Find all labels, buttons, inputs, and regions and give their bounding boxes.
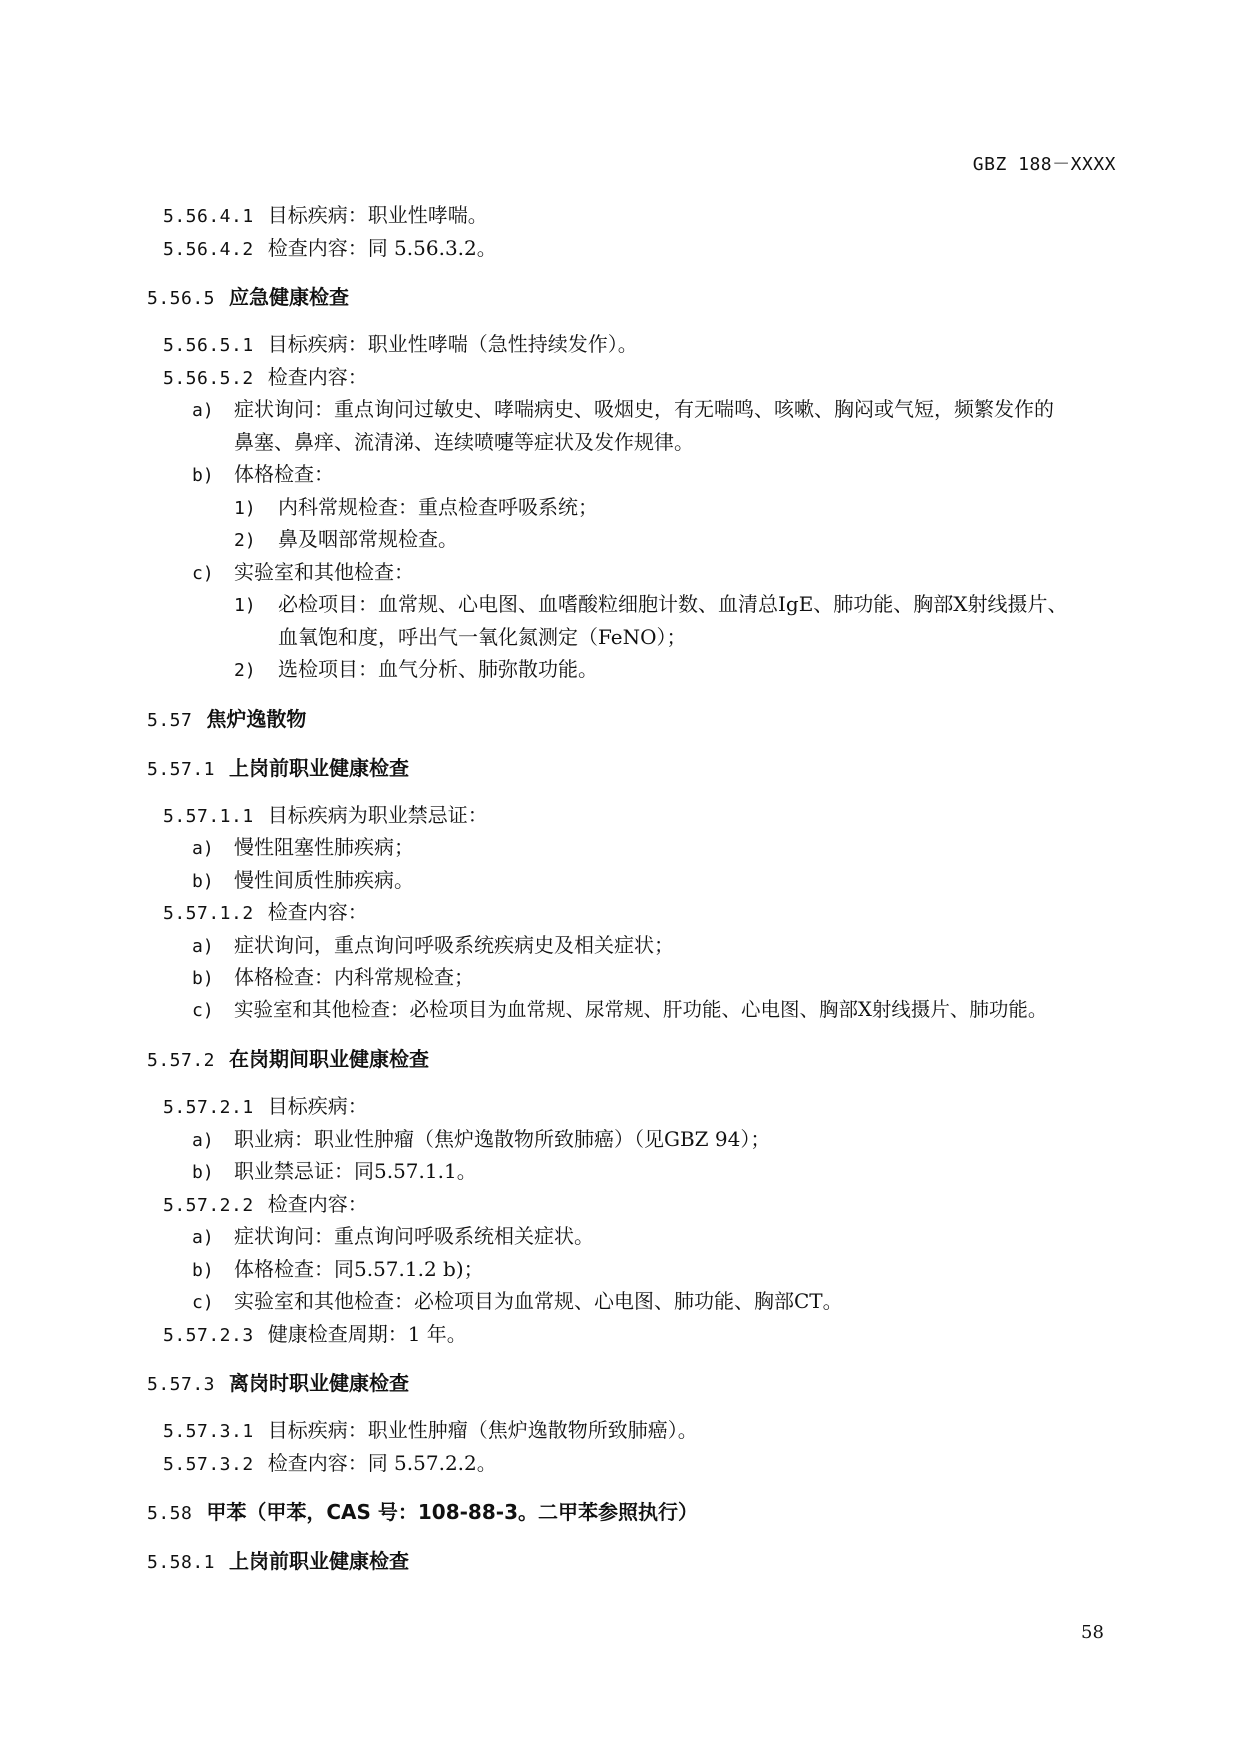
list-item: a) 症状询问，重点询问呼吸系统疾病史及相关症状； <box>192 933 674 957</box>
list-item: b) 职业禁忌证：同5.57.1.1。 <box>192 1159 477 1183</box>
heading-5-57: 5.57 焦炉逸散物 <box>147 707 307 731</box>
clause-5-57-2-1: 5.57.2.1 目标疾病： <box>163 1094 368 1118</box>
list-item: b) 体格检查：内科常规检查； <box>192 965 474 989</box>
list-item: a) 职业病：职业性肿瘤（焦炉逸散物所致肺癌）（见GBZ 94）； <box>192 1127 771 1151</box>
clause-5-57-3-2: 5.57.3.2 检查内容：同 5.57.2.2。 <box>163 1451 497 1475</box>
clause-5-57-1-2: 5.57.1.2 检查内容： <box>163 900 368 924</box>
list-item: c) 实验室和其他检查：必检项目为血常规、心电图、肺功能、胸部CT。 <box>192 1289 843 1313</box>
sub-list-item: 1) 必检项目：血常规、心电图、血嗜酸粒细胞计数、血清总IgE、肺功能、胸部X射线摄片、 <box>234 592 1068 616</box>
list-item: c) 实验室和其他检查：必检项目为血常规、尿常规、肝功能、心电图、胸部X射线摄片、肺功能。 <box>192 998 1048 1021</box>
list-item-continuation: 鼻塞、鼻痒、流清涕、连续喷嚏等症状及发作规律。 <box>234 430 694 454</box>
clause-5-56-4-1: 5.56.4.1 目标疾病：职业性哮喘。 <box>163 203 488 227</box>
clause-5-57-2-2: 5.57.2.2 检查内容： <box>163 1192 368 1216</box>
list-item: a) 症状询问：重点询问呼吸系统相关症状。 <box>192 1224 594 1248</box>
heading-5-57-2: 5.57.2 在岗期间职业健康检查 <box>147 1047 430 1071</box>
document-code: GBZ 188－XXXX <box>972 154 1116 175</box>
sub-list-item-continuation: 血氧饱和度，呼出气一氧化氮测定（FeNO）； <box>278 625 687 649</box>
clause-5-56-5-2: 5.56.5.2 检查内容： <box>163 365 368 389</box>
clause-5-57-2-3: 5.57.2.3 健康检查周期：1 年。 <box>163 1322 467 1346</box>
sub-list-item: 1) 内科常规检查：重点检查呼吸系统； <box>234 495 598 519</box>
heading-5-57-3: 5.57.3 离岗时职业健康检查 <box>147 1371 410 1395</box>
page-number: 58 <box>1081 1622 1104 1643</box>
list-item: b) 体格检查：同5.57.1.2 b)； <box>192 1257 484 1281</box>
heading-5-56-5: 5.56.5 应急健康检查 <box>147 285 350 309</box>
list-item: a) 慢性阻塞性肺疾病； <box>192 835 414 859</box>
clause-5-57-1-1: 5.57.1.1 目标疾病为职业禁忌证： <box>163 803 488 827</box>
clause-5-56-5-1: 5.56.5.1 目标疾病：职业性哮喘（急性持续发作）。 <box>163 332 638 356</box>
list-item: b) 慢性间质性肺疾病。 <box>192 868 414 892</box>
heading-5-58: 5.58 甲苯（甲苯，CAS 号：108-88-3。二甲苯参照执行） <box>147 1500 698 1524</box>
heading-5-58-1: 5.58.1 上岗前职业健康检查 <box>147 1549 410 1573</box>
clause-5-56-4-2: 5.56.4.2 检查内容：同 5.56.3.2。 <box>163 236 497 260</box>
heading-5-57-1: 5.57.1 上岗前职业健康检查 <box>147 756 410 780</box>
list-item: c) 实验室和其他检查： <box>192 560 414 584</box>
clause-5-57-3-1: 5.57.3.1 目标疾病：职业性肿瘤（焦炉逸散物所致肺癌）。 <box>163 1418 698 1442</box>
list-item: b) 体格检查： <box>192 462 334 486</box>
sub-list-item: 2) 选检项目：血气分析、肺弥散功能。 <box>234 657 598 681</box>
list-item: a) 症状询问：重点询问过敏史、哮喘病史、吸烟史，有无喘鸣、咳嗽、胸闷或气短，频繁发作的 <box>192 397 1054 421</box>
sub-list-item: 2) 鼻及咽部常规检查。 <box>234 527 458 551</box>
